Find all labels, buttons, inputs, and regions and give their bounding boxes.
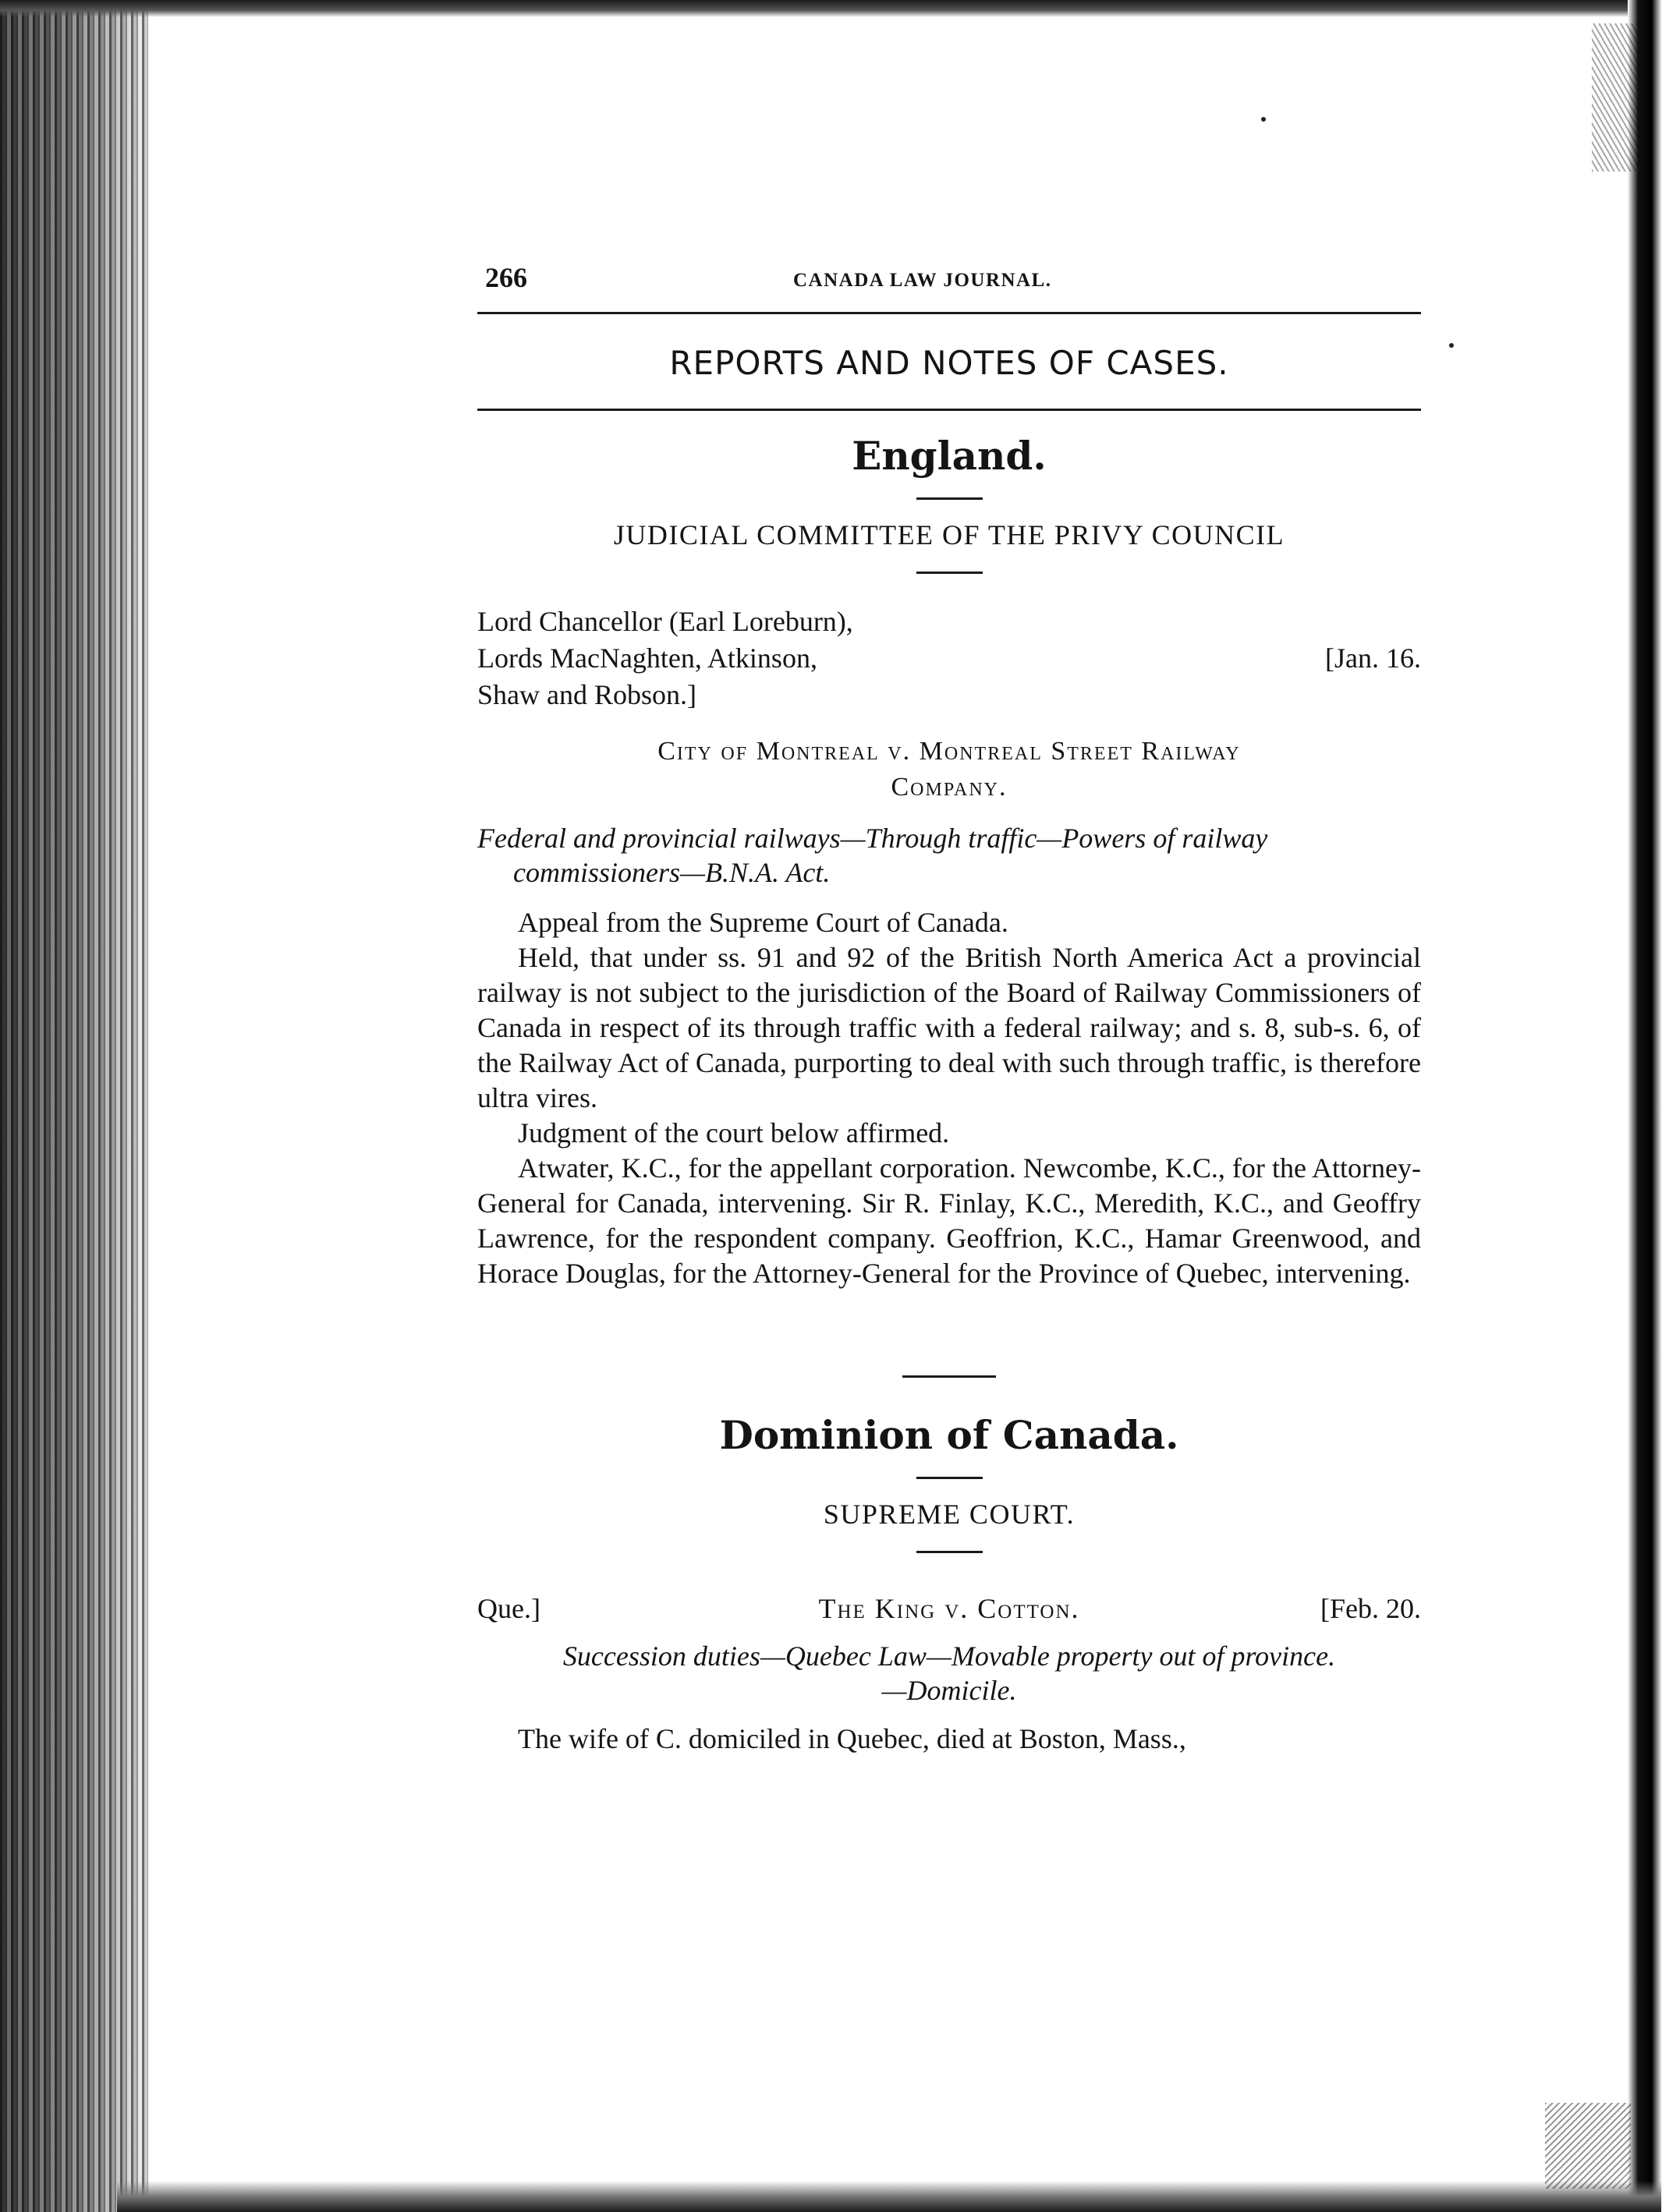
speck	[1449, 343, 1454, 348]
judges-line: Shaw and Robson.]	[477, 679, 696, 710]
court-abbreviation: Que.]	[477, 1593, 540, 1624]
scan-edge-right	[1628, 0, 1662, 2212]
decision-date: [Feb. 20.	[1320, 1593, 1421, 1624]
scan-edge-left	[0, 0, 148, 2212]
speck	[1261, 117, 1266, 122]
case-title: The King v. Cotton.	[818, 1593, 1080, 1624]
section-rule	[477, 409, 1421, 411]
case-line	[477, 1592, 1421, 1631]
page-number: 266	[485, 262, 527, 293]
headnote-line: Succession duties—Quebec Law—Movable property out of province.	[562, 1640, 1336, 1672]
case-title-line: City of Montreal v. Montreal Street Railway	[657, 737, 1241, 766]
england-heading: England.	[852, 433, 1047, 479]
privy-council-heading: JUDICIAL COMMITTEE OF THE PRIVY COUNCIL	[613, 519, 1285, 550]
journal-title: CANADA LAW JOURNAL.	[793, 270, 1052, 291]
paragraph: Atwater, K.C., for the appellant corporation. Newcombe, K.C., for the Attorney-General for Canada, intervening. Sir R. Finlay, K.C., Meredith, K.C., and Geoffry Lawrence, for the respondent company. Geoffrion, K.C., Hamar Greenwood, and Horace Douglas, for the Attorney-General for the Province of Quebec, intervening.	[477, 1152, 1421, 1289]
divider	[916, 572, 983, 574]
journal-page	[477, 257, 1421, 1757]
paragraph: Judgment of the court below affirmed.	[518, 1117, 950, 1148]
judges-block	[477, 603, 1421, 713]
case-title-line: Company.	[891, 773, 1008, 802]
divider	[916, 497, 983, 500]
case-title	[477, 734, 1421, 805]
headnote-line: —Domicile.	[881, 1675, 1017, 1706]
supreme-court-heading: SUPREME COURT.	[823, 1499, 1076, 1530]
section-title: REPORTS AND NOTES OF CASES.	[669, 344, 1229, 382]
headnote: Federal and provincial railways—Through traffic—Powers of railway commissioners—B.N.A. Act.	[477, 823, 1268, 888]
scan-corner-bottom-right	[1545, 2103, 1631, 2189]
paragraph: The wife of C. domiciled in Quebec, died at Boston, Mass.,	[518, 1723, 1186, 1754]
scan-edge-bottom	[117, 2181, 1661, 2212]
scan-corner-top-right	[1592, 23, 1639, 172]
headnote	[477, 1639, 1421, 1708]
divider	[916, 1477, 983, 1479]
scan-edge-top	[0, 0, 1662, 17]
judges-line: Lord Chancellor (Earl Loreburn),	[477, 606, 853, 637]
section-divider	[902, 1375, 996, 1378]
paragraph: Held, that under ss. 91 and 92 of the British North America Act a provincial railway is not subject to the jurisdiction of the Board of Railway Commissioners of Canada in respect of its through traffic with a federal railway; and s. 8, sub-s. 6, of the Railway Act of Canada, purporting to deal with such through traffic, is therefore ultra vires.	[477, 942, 1421, 1113]
paragraph: Appeal from the Supreme Court of Canada.	[518, 907, 1008, 938]
running-head	[477, 257, 1421, 304]
divider	[916, 1551, 983, 1553]
header-rule	[477, 312, 1421, 314]
canada-heading: Dominion of Canada.	[719, 1412, 1179, 1458]
judges-line: Lords MacNaghten, Atkinson,	[477, 642, 817, 674]
decision-date: [Jan. 16.	[1325, 642, 1421, 674]
